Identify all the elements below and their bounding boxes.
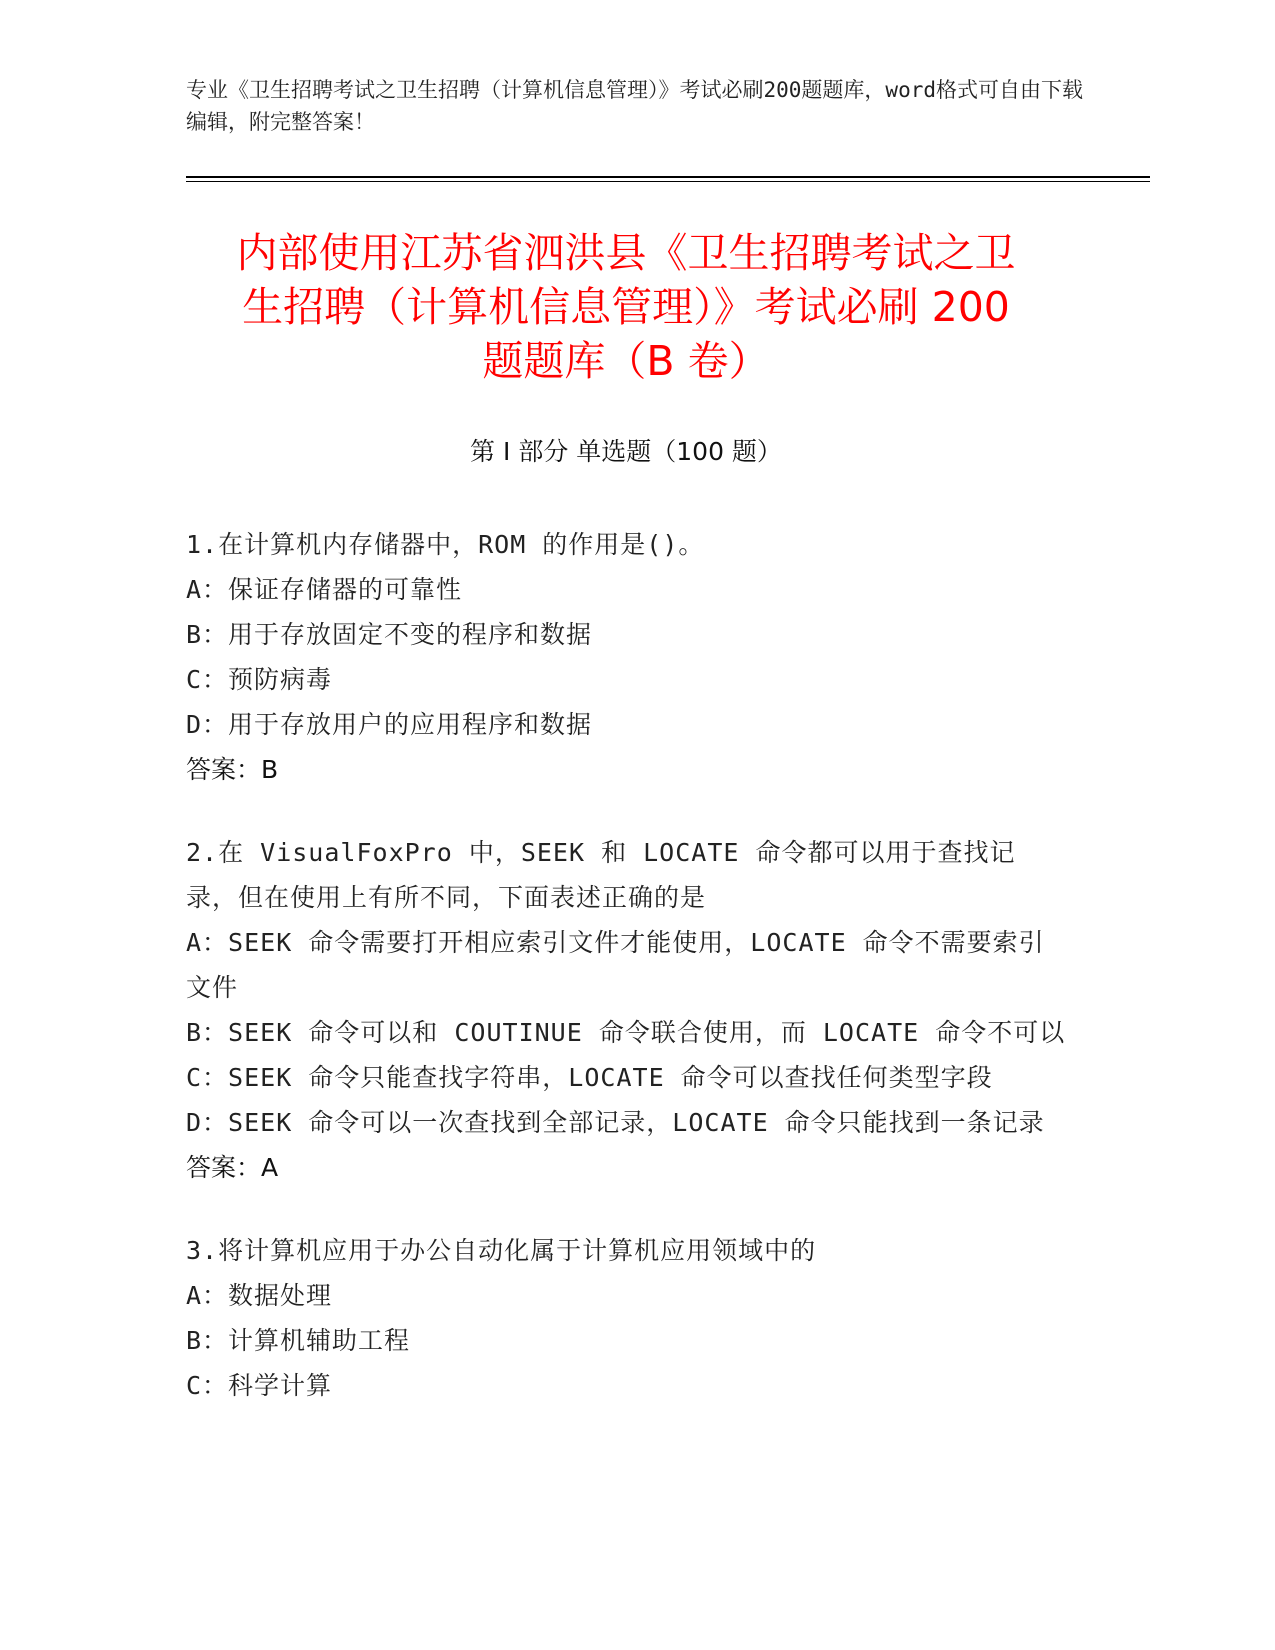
header-rule-thin: [186, 181, 1150, 182]
title-line-3: 题题库（B 卷）: [482, 337, 770, 385]
question-3: [186, 1228, 1066, 1408]
option-b: B：SEEK 命令可以和 COUTINUE 命令联合使用，而 LOCATE 命令不可以: [186, 1018, 1066, 1047]
answer: 答案：B: [186, 755, 279, 784]
title-line-1: 内部使用江苏省泗洪县《卫生招聘考试之卫: [236, 229, 1016, 277]
option-a: A：保证存储器的可靠性: [186, 575, 463, 604]
option-a: A：数据处理: [186, 1281, 333, 1310]
option-c: C：科学计算: [186, 1371, 333, 1400]
title-line-2: 生招聘（计算机信息管理）》考试必刷 200: [242, 283, 1010, 331]
option-b: B：计算机辅助工程: [186, 1326, 411, 1355]
question-list: [186, 522, 1066, 1446]
option-d: D：用于存放用户的应用程序和数据: [186, 710, 593, 739]
option-c: C：SEEK 命令只能查找字符串，LOCATE 命令可以查找任何类型字段: [186, 1063, 993, 1092]
option-b: B：用于存放固定不变的程序和数据: [186, 620, 593, 649]
question-stem: 2.在 VisualFoxPro 中，SEEK 和 LOCATE 命令都可以用于查找记录，但在使用上有所不同，下面表述正确的是: [186, 838, 1016, 912]
question-1: [186, 522, 1066, 792]
document-title: [186, 226, 1066, 388]
question-2: [186, 830, 1066, 1190]
header-rule-thick: [186, 176, 1150, 178]
option-d: D：SEEK 命令可以一次查找到全部记录，LOCATE 命令只能找到一条记录: [186, 1108, 1045, 1137]
option-a: A：SEEK 命令需要打开相应索引文件才能使用，LOCATE 命令不需要索引文件: [186, 928, 1045, 1002]
option-c: C：预防病毒: [186, 665, 333, 694]
answer: 答案：A: [186, 1153, 279, 1182]
question-stem: 3.将计算机应用于办公自动化属于计算机应用领域中的: [186, 1236, 817, 1265]
header-note: 专业《卫生招聘考试之卫生招聘（计算机信息管理）》考试必刷200题题库，word格式可自由下载编辑，附完整答案！: [186, 78, 1083, 134]
section-title: 第 I 部分 单选题（100 题）: [470, 437, 782, 466]
question-stem: 1.在计算机内存储器中，ROM 的作用是()。: [186, 530, 705, 559]
